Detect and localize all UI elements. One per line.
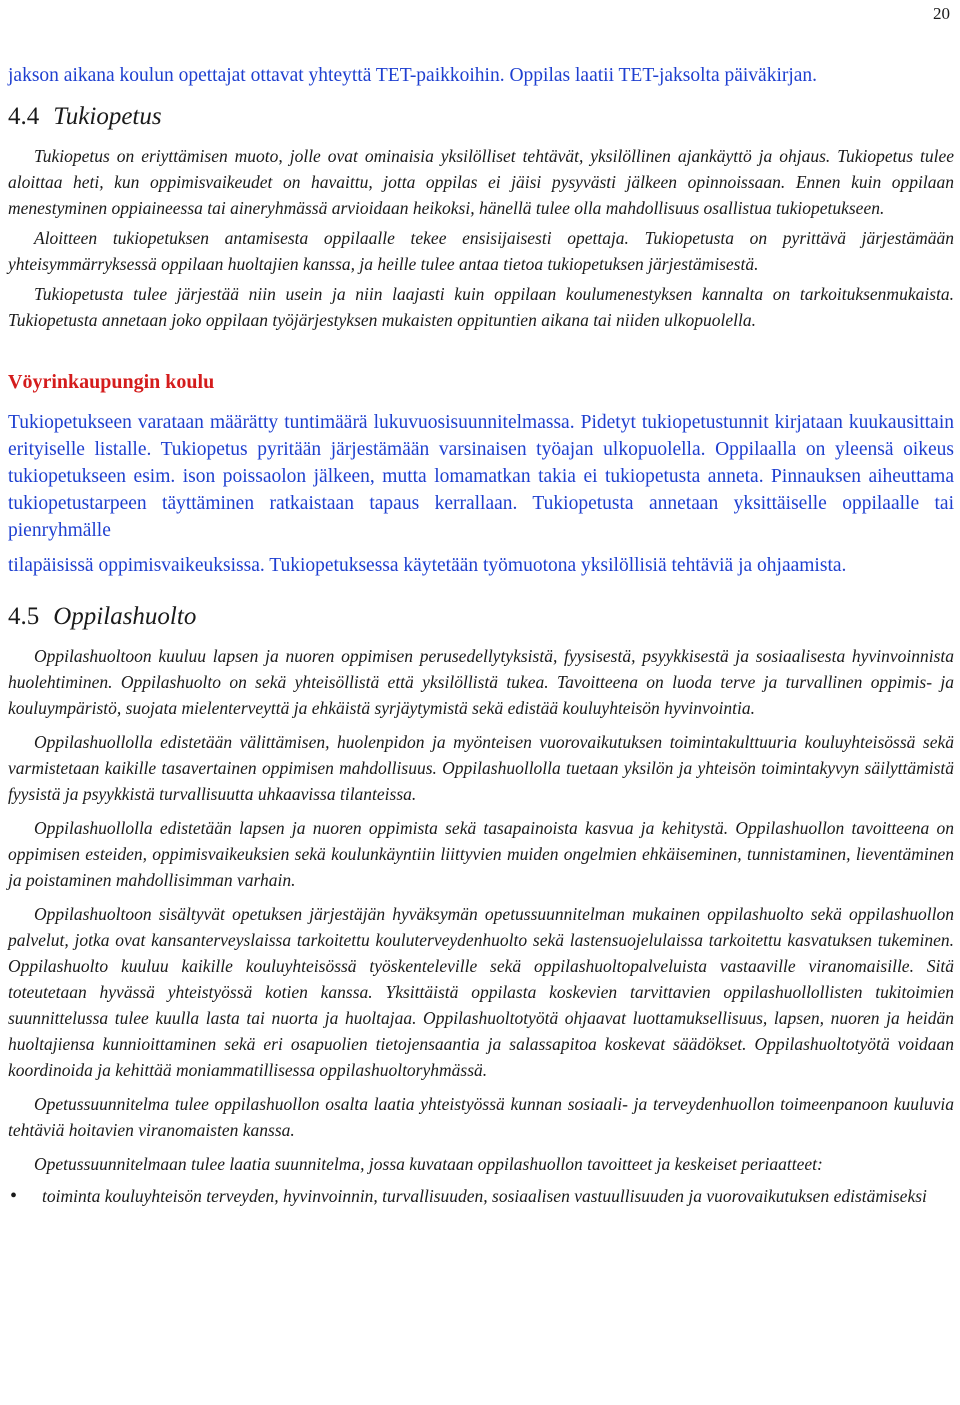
list-item-text: toiminta kouluyhteisön terveyden, hyvinvoinnin, turvallisuuden, sosiaalisen vastuullisuuden ja vuorovaikutuksen edistämiseksi	[42, 1186, 927, 1206]
oppilashuolto-paragraph: Opetussuunnitelmaan tulee laatia suunnitelma, jossa kuvataan oppilashuollon tavoitteet ja keskeiset periaatteet:	[34, 1154, 823, 1174]
section-heading-tukiopetus	[8, 101, 954, 133]
school-paragraph: Tukiopetukseen varataan määrätty tuntimäärä lukuvuosisuunnitelmassa. Pidetyt tukiopetustunnit kirjataan kuukausittain erityiselle listalle. Tukiopetus pyritään järjestämään varsinaisen työajan ulkopuolella. Oppilaalla on yleensä oikeus tukiopetukseen esim. ison poissaolon jälkeen, mutta lomamatkan takia ei tukiopetusta anneta. Pinnauksen aiheuttama tukiopetustarpeen täyttäminen ratkaistaan tapaus kerrallaan. Tukiopetusta annetaan yksittäiselle oppilaalle tai pienryhmälle	[8, 412, 954, 541]
list-item	[8, 1183, 954, 1209]
school-heading: Vöyrinkaupungin koulu	[8, 371, 215, 393]
section-number: 4.5	[8, 603, 40, 630]
section-heading-oppilashuolto	[8, 601, 954, 633]
section-title: Tukiopetus	[53, 103, 162, 130]
oppilashuolto-paragraph: Opetussuunnitelma tulee oppilashuollon osalta laatia yhteistyössä kunnan sosiaali- ja terveydenhuollon toimeenpanoon kuuluvia tehtäviä hoitavien viranomaisten kanssa.	[8, 1094, 954, 1140]
oppilashuolto-paragraph: Oppilashuoltoon kuuluu lapsen ja nuoren oppimisen perusedellytyksistä, fyysisestä, psyykkisestä ja sosiaalisesta hyvinvoinnista huolehtiminen. Oppilashuolto on sekä yhteisöllistä että yksilöllistä tukea. Tavoitteena on luoda terve ja turvallinen oppimis- ja kouluympäristö, suojata mielenterveyttä ja ehkäistä syrjäytymistä sekä edistää kouluyhteisön hyvinvointia.	[8, 646, 954, 718]
intro-paragraph: jakson aikana koulun opettajat ottavat yhteyttä TET-paikkoihin. Oppilas laatii TET-jaksolta päiväkirjan.	[8, 65, 818, 86]
oppilashuolto-paragraph: Oppilashuoltoon sisältyvät opetuksen järjestäjän hyväksymän opetussuunnitelman mukainen oppilashuolto sekä oppilashuollon palvelut, jotka ovat kansanterveyslaissa tarkoitettu kouluterveydenhuolto sekä lastensuojelulaissa tarkoitettu kasvatuksen tukeminen. Oppilashuolto kuuluu kaikille kouluyhteisössä työskenteleville sekä oppilashuoltopalveluista vastaaville viranomaisille. Sitä toteutetaan hyvässä yhteistyössä kotien kanssa. Yksittäistä oppilasta koskevien tarvittavien oppilashuollollisten tukitoimien suunnittelussa tulee kuulla lasta tai nuorta ja huoltajaa. Oppilashuoltotyötä ohjaavat luottamuksellisuus, lapsen, nuoren ja heidän huoltajiensa kunnioittaminen sekä eri osapuolien tietojensaantia ja salassapitoa koskevat säädökset. Oppilashuoltotyötä voidaan koordinoida ja kehittää moniammatillisessa oppilashuoltoryhmässä.	[8, 904, 954, 1080]
page-number: 20	[933, 4, 950, 23]
school-paragraph: tilapäisissä oppimisvaikeuksissa. Tukiopetuksessa käytetään työmuotona yksilöllisiä tehtäviä ja ohjaamista.	[8, 555, 847, 576]
document-body	[8, 62, 954, 1209]
oppilashuolto-paragraph: Oppilashuollolla edistetään välittämisen, huolenpidon ja myönteisen vuorovaikutuksen toimintakulttuuria kouluyhteisössä sekä varmistetaan kaikille tasavertainen oppimisen mahdollisuus. Oppilashuollolla tuetaan yksilön ja yhteisön toimintakyvyn säilyttämistä fyysistä ja psyykkistä turvallisuutta uhkaavissa tilanteissa.	[8, 732, 954, 804]
oppilashuolto-paragraph: Oppilashuollolla edistetään lapsen ja nuoren oppimista sekä tasapainoista kasvua ja kehitystä. Oppilashuollon tavoitteena on oppimisen esteiden, oppimisvaikeuksien sekä koulunkäyntiin liittyvien muiden ongelmien ehkäiseminen, tunnistaminen, lieventäminen ja poistaminen mahdollisimman varhain.	[8, 818, 954, 890]
tukiopetus-paragraph: Tukiopetus on eriyttämisen muoto, jolle ovat ominaisia yksilölliset tehtävät, yksilöllinen ajankäyttö ja ohjaus. Tukiopetus tulee aloittaa heti, kun oppimisvaikeudet on havaittu, jotta oppilas ei jäisi pysyvästi jälkeen opinnoissaan. Ennen kuin oppilaan menestyminen oppiaineessa tai aineryhmässä arvioidaan heikoksi, hänellä tulee olla mahdollisuus osallistua tukiopetukseen.	[8, 146, 954, 218]
section-number: 4.4	[8, 103, 40, 130]
tukiopetus-paragraph: Aloitteen tukiopetuksen antamisesta oppilaalle tekee ensisijaisesti opettaja. Tukiopetusta on pyrittävä järjestämään yhteisymmärryksessä oppilaan huoltajien kanssa, ja heille tulee antaa tietoa tukiopetuksen järjestämisestä.	[8, 228, 954, 274]
tukiopetus-paragraph: Tukiopetusta tulee järjestää niin usein ja niin laajasti kuin oppilaan koulumenestyksen kannalta on tarkoituksenmukaista. Tukiopetusta annetaan joko oppilaan työjärjestyksen mukaisten oppituntien aikana tai niiden ulkopuolella.	[8, 284, 954, 330]
section-title: Oppilashuolto	[53, 603, 197, 630]
bullet-icon: •	[10, 1185, 18, 1207]
principles-list	[8, 1183, 954, 1209]
